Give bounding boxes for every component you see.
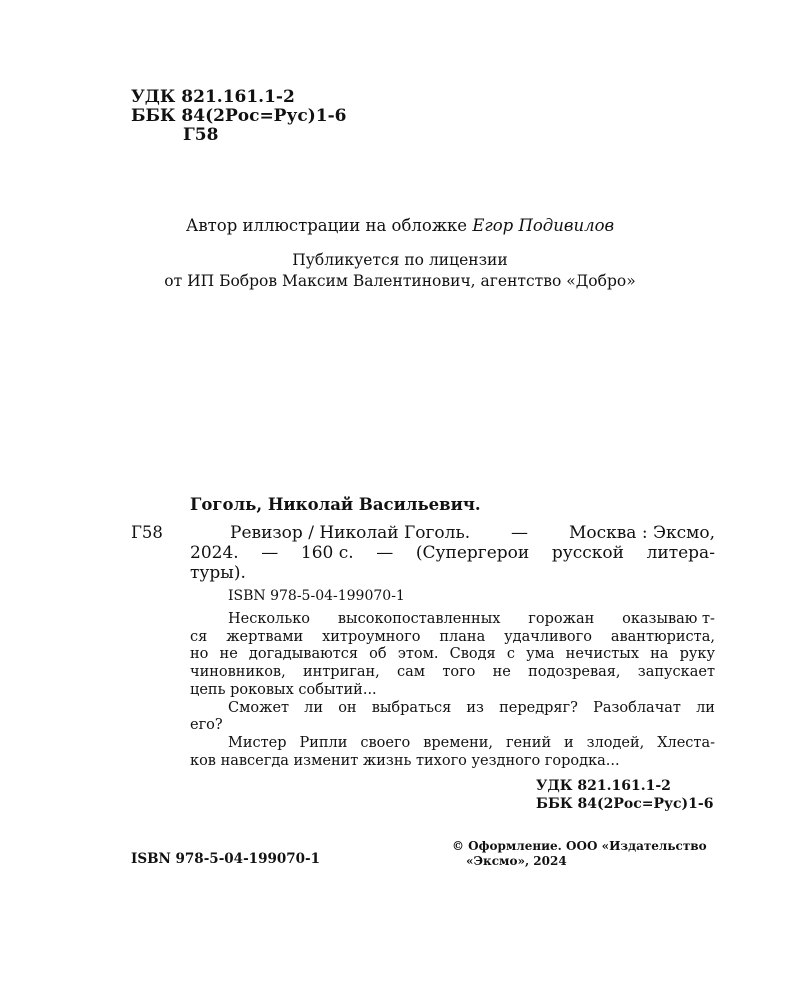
word: гений xyxy=(505,734,552,751)
word: удачливого xyxy=(504,628,592,645)
word: и xyxy=(564,734,574,751)
bib-author-mark: Г58 xyxy=(131,523,163,542)
author-heading: Гоголь, Николай Васильевич. xyxy=(190,495,481,514)
license-line: от ИП Бобров Максим Валентинович, агентство «Добро» xyxy=(164,272,636,290)
word: ков навсегда изменит жизнь тихого уездного городка... xyxy=(190,752,620,769)
word: из xyxy=(466,699,484,716)
illustrator-prefix: Автор иллюстрации на обложке xyxy=(185,216,468,235)
word: — xyxy=(261,543,279,563)
author-mark: Г58 xyxy=(183,125,219,145)
word: ли xyxy=(696,699,715,716)
word: жертвами xyxy=(226,628,304,645)
word: ли xyxy=(304,699,324,716)
annotation-line xyxy=(190,682,715,700)
word: выбраться xyxy=(371,699,452,716)
word: Ревизор / Николай Гоголь. xyxy=(230,523,471,543)
classification-codes xyxy=(131,88,346,145)
word: нечистых xyxy=(565,646,640,663)
copyright-notice xyxy=(452,839,707,869)
bibliographic-description xyxy=(190,523,715,583)
bottom-udk-code: УДК 821.161.1-2 xyxy=(536,778,671,794)
license-note xyxy=(0,250,800,292)
udk-code: УДК 821.161.1-2 xyxy=(131,87,295,107)
word: Сможет xyxy=(228,699,290,716)
annotation-line xyxy=(190,700,715,718)
word: того xyxy=(442,664,476,681)
bottom-classification xyxy=(536,777,713,813)
word: высокопоставленных xyxy=(337,611,501,627)
word: горожан xyxy=(528,611,595,627)
word: Москва : Эксмо, xyxy=(568,523,715,543)
word: не xyxy=(219,646,238,663)
annotation-line xyxy=(190,646,715,664)
description-line xyxy=(190,523,715,543)
word: этом. xyxy=(397,646,439,663)
description-line xyxy=(190,563,715,583)
word: передряг? xyxy=(499,699,578,716)
word: (Супергерои xyxy=(415,543,530,563)
illustrator-credit xyxy=(0,216,800,235)
word: он xyxy=(338,699,357,716)
word: на xyxy=(650,646,669,663)
word: подозревая, xyxy=(528,664,621,681)
copyright-line: © Оформление. ООО «Издательство xyxy=(452,839,707,853)
word: литера- xyxy=(646,543,715,563)
word: — xyxy=(511,523,529,543)
word: 2024. xyxy=(190,543,239,563)
annotation-line xyxy=(190,629,715,647)
word: чиновников, xyxy=(190,664,286,681)
bbk-code: ББК 84(2Рос=Рус)1-6 xyxy=(131,106,347,126)
word: 160 с. xyxy=(300,543,354,563)
word: злодей, xyxy=(586,734,645,751)
license-line: Публикуется по лицензии xyxy=(292,251,508,269)
annotation-line xyxy=(190,735,715,753)
bottom-bbk-code: ББК 84(2Рос=Рус)1-6 xyxy=(536,796,714,812)
word: туры). xyxy=(190,563,246,583)
word: не xyxy=(492,664,511,681)
word: руку xyxy=(679,646,715,663)
word: об xyxy=(369,646,387,663)
word: — xyxy=(376,543,394,563)
word: цепь роковых событий... xyxy=(190,681,377,698)
word: Разоблачат xyxy=(593,699,681,716)
word: плана xyxy=(439,628,486,645)
word: времени, xyxy=(423,734,494,751)
word: но xyxy=(190,646,209,663)
word: Хлеста- xyxy=(657,734,715,751)
word: сам xyxy=(397,664,426,681)
word: ся xyxy=(190,628,208,645)
word: его? xyxy=(190,717,223,734)
word: хитроумного xyxy=(322,628,421,645)
word: русской xyxy=(551,543,624,563)
annotation-line xyxy=(190,664,715,682)
word: догадываются xyxy=(248,646,358,663)
word: Несколько xyxy=(228,611,311,627)
illustrator-name: Егор Подивилов xyxy=(472,216,615,235)
annotation xyxy=(190,611,715,770)
word: с xyxy=(506,646,515,663)
annotation-line xyxy=(190,717,715,735)
word: оказываю т- xyxy=(622,611,715,627)
description-line xyxy=(190,543,715,563)
word: Сводя xyxy=(449,646,496,663)
word: запускает xyxy=(637,664,715,681)
isbn-inline: ISBN 978-5-04-199070-1 xyxy=(228,588,405,604)
word: ума xyxy=(526,646,555,663)
word: авантюриста, xyxy=(610,628,715,645)
word: интриган, xyxy=(302,664,380,681)
word: Рипли xyxy=(299,734,348,751)
isbn-bottom: ISBN 978-5-04-199070-1 xyxy=(131,851,321,867)
word: своего xyxy=(360,734,411,751)
annotation-line xyxy=(190,753,715,771)
copyright-line: «Эксмо», 2024 xyxy=(466,854,567,868)
word: Мистер xyxy=(228,734,287,751)
annotation-line xyxy=(190,611,715,629)
